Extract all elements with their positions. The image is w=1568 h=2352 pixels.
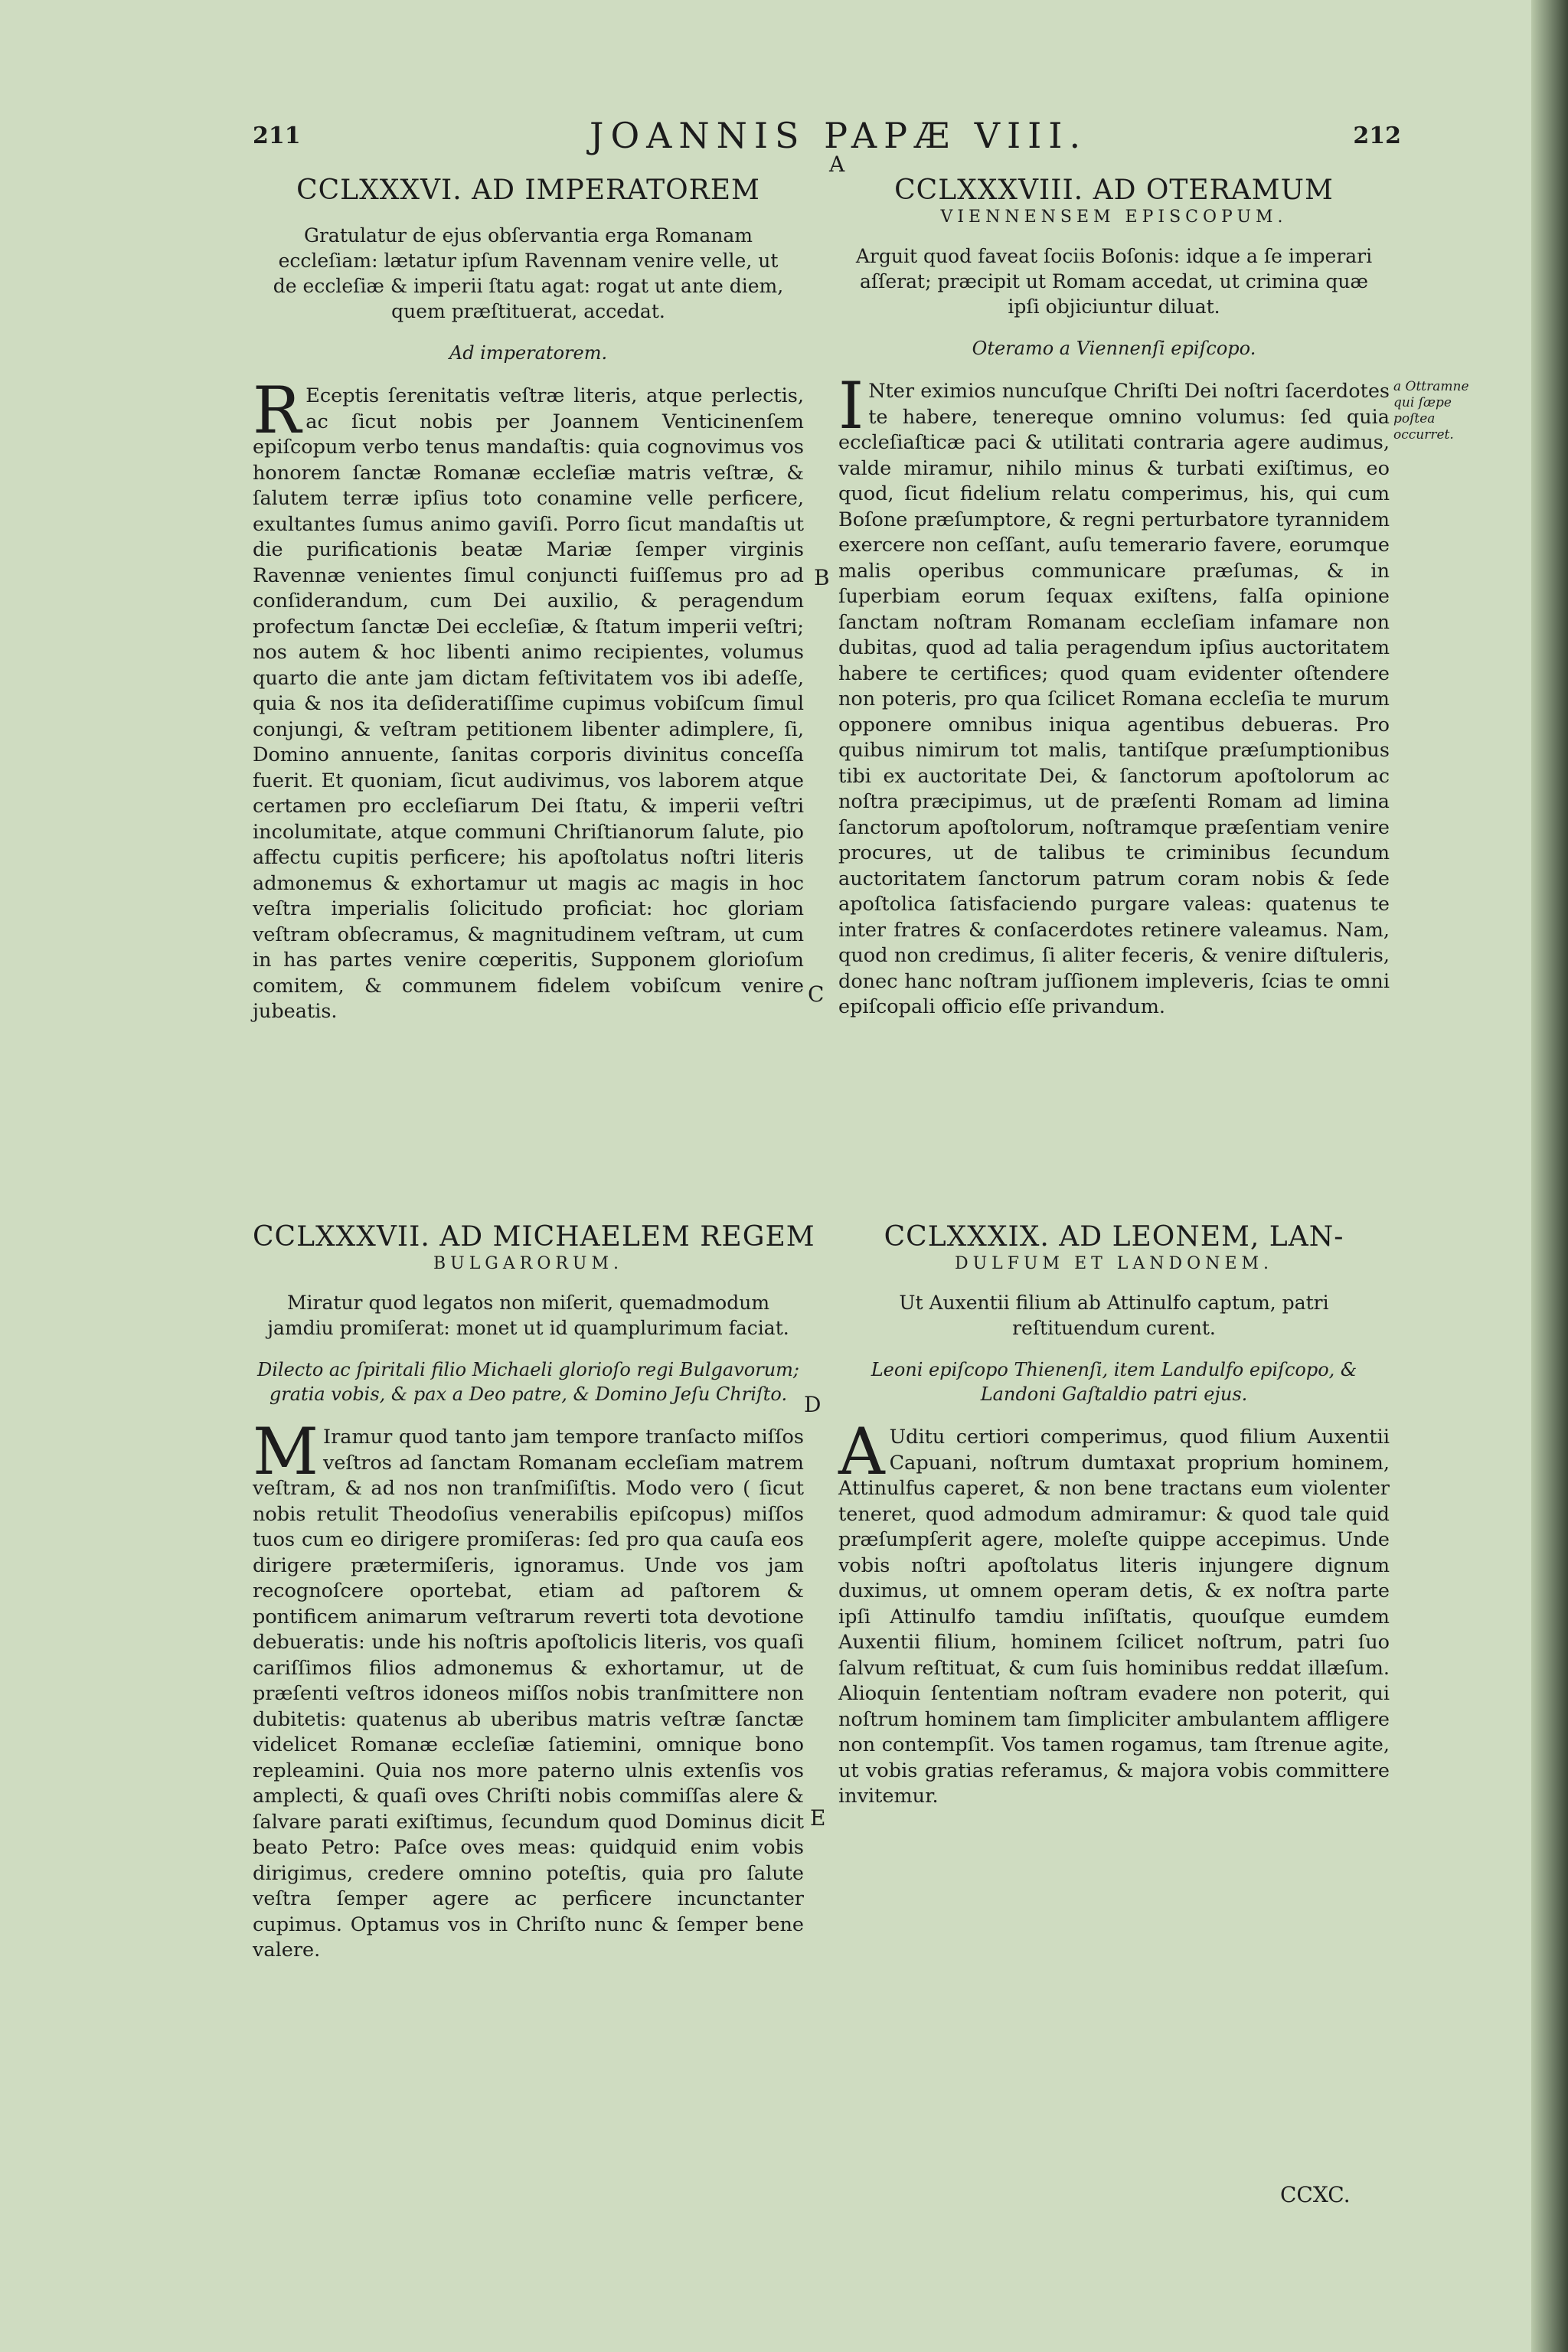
letter-summary: Arguit quod faveat ſociis Boſonis: idque a ſe imperari aſſerat; præcipit ut Romam accedat, ut crimina quæ ipſi objiciuntur diluat.	[855, 245, 1373, 318]
section-marker-e: E	[810, 1805, 826, 1831]
letter-body	[838, 1414, 1390, 1810]
letter-subheading: VIENNENSEM EPISCOPUM.	[940, 207, 1288, 227]
letter-287	[253, 1221, 815, 1964]
margin-footnote: a Ottramne qui ſæpe poſtea occurret.	[1393, 379, 1469, 443]
section-marker-a: A	[829, 152, 845, 177]
letter-summary: Miratur quod legatos non miſerit, quemadmodum jamdiu promiſerat: monet ut id quamplurimum faciat.	[267, 1292, 789, 1339]
catchword: CCXC.	[1280, 2182, 1351, 2207]
letter-addressee: Oteramo a Viennenſi epiſcopo.	[972, 338, 1256, 359]
running-title: JOANNIS PAPÆ VIII.	[590, 115, 1088, 156]
letter-body	[253, 1414, 804, 1964]
section-marker-d: D	[804, 1392, 822, 1417]
drop-cap: R	[253, 373, 302, 448]
drop-cap: M	[253, 1414, 319, 1489]
letter-addressee: Ad imperatorem.	[449, 342, 608, 364]
letter-288	[838, 175, 1390, 1021]
letter-text: Iramur quod tanto jam tempore tranſacto miſſos veſtros ad ſanctam Romanam eccleſiam matrem veſtram, & ad nos non tranſmiſiſtis. Modo vero ( ſicut nobis retulit Theodoſius venerabilis epiſcopus) miſſos tuos cum eo dirigere promiſeras: ſed pro qua cauſa eos dirigere prætermiſeris, ignoramus. Unde vos jam recognoſcere oportebat, etiam ad paſtorem & pontificem animarum veſtrarum reverti tota devotione debueratis: unde his noſtris apoſtolicis literis, vos quaſi cariſſimos filios admonemus & exhortamur, ut de præſenti veſtros idoneos miſſos nobis tranſmittere non dubitetis: quatenus ab uberibus matris veſtræ ſanctæ videlicet Romanæ eccleſiæ ſatiemini, omnique bono repleamini. Quia nos more paterno ulnis extenſis vos amplecti, & quaſi oves Chriſti nobis commiſſas alere & ſalvare parati exiſtimus, ſecundum quod Dominus dicit beato Petro: Paſce oves meas: quidquid enim vobis dirigimus, credere omnino poteſtis, quia pro ſalute veſtra ſemper agere ac perficere incunctanter cupimus. Optamus vos in Chriſto nunc & ſemper bene valere.	[253, 1426, 804, 1962]
letter-286	[253, 175, 804, 1025]
letter-heading: CCLXXXIX. AD LEONEM, LAN-	[884, 1221, 1344, 1253]
drop-cap: A	[838, 1414, 885, 1489]
page-number-left: 211	[253, 122, 301, 149]
letter-addressee: Dilecto ac ſpiritali filio Michaeli glorioſo regi Bulgavorum; gratia vobis, & pax a Deo patre, & Domino Jeſu Chriſto.	[256, 1359, 800, 1405]
letter-text: Eceptis ſerenitatis veſtræ literis, atque perlectis, ac ſicut nobis per Joannem Venticinenſem epiſcopum verbo tenus mandaſtis: quia cognovimus vos honorem ſanctæ Romanæ eccleſiæ matris veſtræ, & ſalutem terræ ipſius toto conamine velle perficere, exultantes ſumus animo gaviſi. Porro ſicut mandaſtis ut die purificationis beatæ Mariæ ſemper virginis Ravennæ venientes ſimul conjuncti fuiſſemus pro ad conſiderandum, cum Dei auxilio, & peragendum profectum ſanctæ Dei eccleſiæ, & ſtatum imperii veſtri; nos autem & hoc libenti animo recipientes, volumus quarto die ante jam dictam feſtivitatem vos ibi adeſſe, quia & nos ita deſideratiſſime cupimus vobiſcum ſimul conjungi, & veſtram petitionem libenter adimplere, ſi, Domino annuente, ſanitas corporis divinitus conceſſa fuerit. Et quoniam, ſicut audivimus, vos laborem atque certamen pro eccleſiarum Dei ſtatu, & imperii veſtri incolumitate, atque communi Chriſtianorum ſalute, pio affectu cupitis perficere; his apoſtolatus noſtri literis admonemus & exhortamur ut magis ac magis in hoc veſtra imperialis ſolicitudo proficiat: hoc gloriam veſtram obſecramus, & magnitudinem veſtram, ut cum in has partes venire cœperitis, Supponem glorioſum comitem, & communem fidelem vobiſcum venire jubeatis.	[253, 384, 804, 1023]
letter-summary: Gratulatur de ejus obſervantia erga Romanam eccleſiam: lætatur ipſum Ravennam venire velle, ut de eccleſiæ & imperii ſtatu agat: rogat ut ante diem, quem præſtituerat, accedat.	[273, 224, 784, 322]
letter-summary: Ut Auxentii filium ab Attinulfo captum, patri reſtituendum curent.	[899, 1292, 1329, 1339]
letter-heading: CCLXXXVIII. AD OTERAMUM	[894, 175, 1334, 206]
letter-heading: CCLXXXVI. AD IMPERATOREM	[296, 175, 760, 206]
letter-heading: CCLXXXVII. AD MICHAELEM REGEM	[253, 1221, 815, 1253]
running-head	[253, 115, 1401, 161]
letter-subheading: BULGARORUM.	[433, 1254, 623, 1273]
letter-addressee: Leoni epiſcopo Thienenſi, item Landulfo epiſcopo, & Landoni Gaſtaldio patri ejus.	[871, 1359, 1357, 1405]
letter-subheading: DULFUM ET LANDONEM.	[954, 1254, 1274, 1273]
letter-text: Uditu certiori comperimus, quod filium Auxentii Capuani, noſtrum dumtaxat proprium hominem, Attinulfus caperet, & non bene tractans eum violenter teneret, quod admodum admiramur: & quod tale quid præſumpſerit agere, moleſte quippe accepimus. Unde vobis noſtri apoſtolatus literis injungere dignum duximus, ut omnem operam detis, & ex noſtra parte ipſi Attinulfo tamdiu inſiſtatis, quouſque eumdem Auxentii filium, hominem ſcilicet noſtrum, patri ſuo ſalvum reſtituat, & cum ſuis hominibus reddat illæſum. Alioquin ſententiam noſtram evadere non poterit, qui noſtrum hominem tam ſimpliciter ambulantem affligere non contempſit. Vos tamen rogamus, tam ſtrenue agite, ut vobis gratias referamus, & majora vobis committere invitemur.	[838, 1426, 1390, 1808]
book-binding-edge	[1531, 0, 1568, 2352]
letter-289	[838, 1221, 1390, 1810]
section-marker-b: B	[814, 565, 830, 590]
drop-cap: I	[838, 368, 864, 443]
letter-body	[253, 373, 804, 1025]
page-number-right: 212	[1353, 122, 1401, 149]
letter-body	[838, 368, 1390, 1021]
letter-text: Nter eximios nuncuſque Chriſti Dei noſtri ſacerdotes te habere, tenereque omnino volumus: ſed quia eccleſiaſticæ paci & utilitati contraria agere audimus, valde miramur, nihilo minus & turbati exiſtimus, eo quod, ſicut fidelium relatu comperimus, his, qui cum Boſone præſumptore, & regni perturbatore tyrannidem exercere non ceſſant, auſu temerario favere, eorumque malis operibus communicare præſumas, & in ſuperbiam eorum ſequax exiſtens, falſa opinione ſanctam noſtram Romanam eccleſiam infamare non dubitas, quod ad talia peragendum ipſius auctoritatem habere te certifices; quod quam evidenter oſtendere non poteris, pro qua ſcilicet Romana eccleſia te murum opponere omnibus iniqua agentibus debueras. Pro quibus nimirum tot malis, tantiſque præſumptionibus tibi ex auctoritate Dei, & ſanctorum apoſtolorum ac noſtra præcipimus, ut de præſenti Romam ad limina ſanctorum apoſtolorum, noſtramque præſentiam venire procures, ut de talibus te criminibus ſecundum auctoritatem ſanctorum patrum coram nobis & ſede apoſtolica ſatisfaciendo purgare valeas: quatenus te inter fratres & conſacerdotes retinere valeamus. Nam, quod non credimus, ſi aliter feceris, & venire diſtuleris, donec hanc noſtram juſſionem impleveris, ſcias te omni epiſcopali officio eſſe privandum.	[838, 380, 1390, 1018]
section-marker-c: C	[808, 982, 825, 1007]
